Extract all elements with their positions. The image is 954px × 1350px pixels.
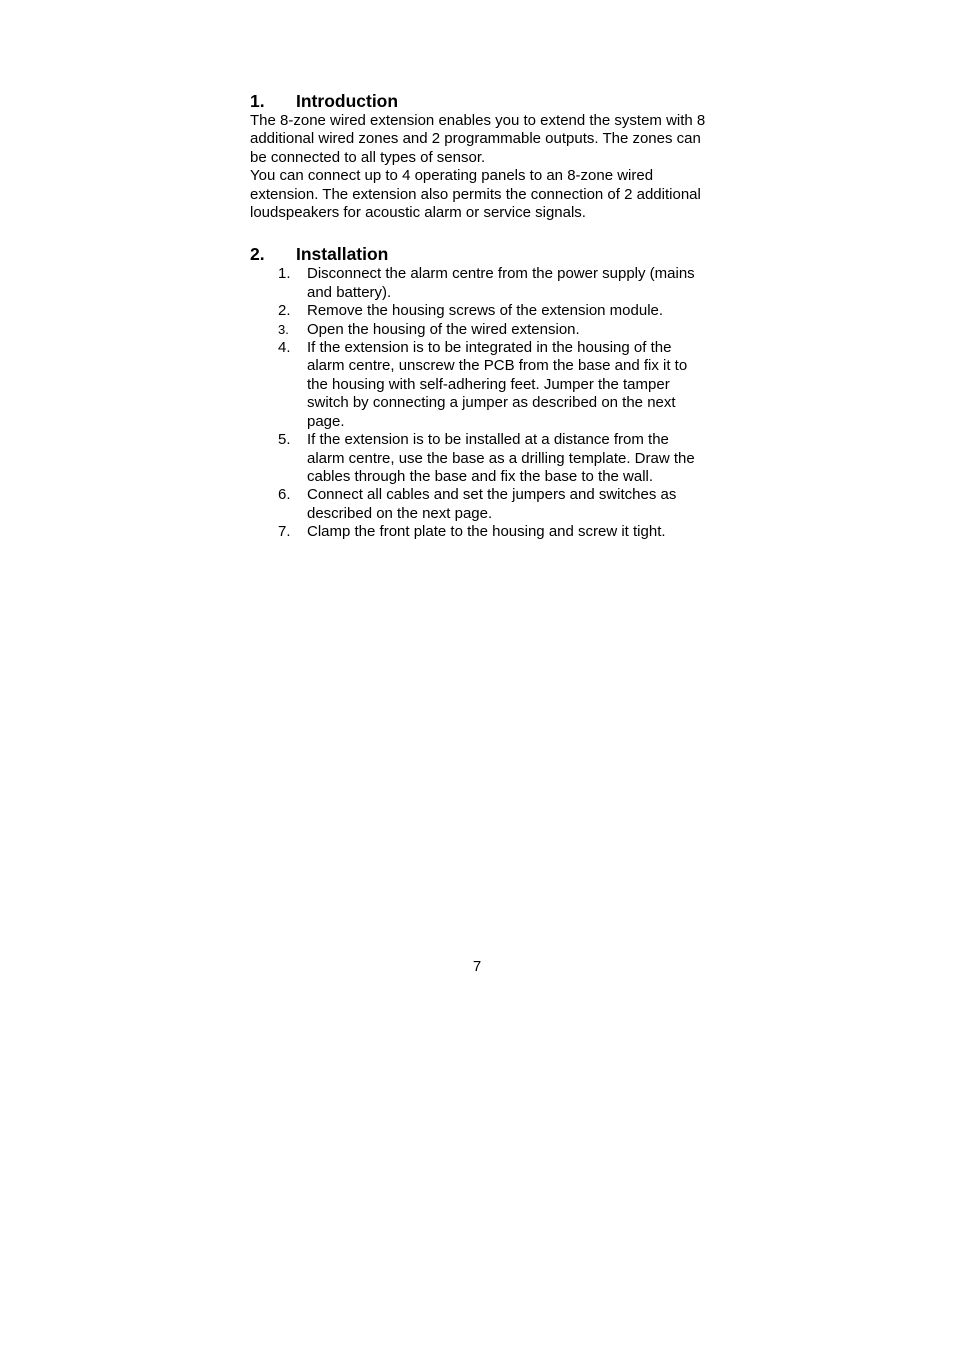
list-item [250,486,710,523]
step-text: Disconnect the alarm centre from the power supply (mains and battery). [307,265,695,301]
section-title: Introduction [296,91,399,111]
intro-paragraph: The 8-zone wired extension enables you to extend the system with 8 additional wired zones and 2 programmable outputs. The zones can be connected to all types of sensor. [250,112,706,166]
section-heading-introduction [250,90,710,112]
list-item [250,339,710,431]
step-number: 4. [278,339,291,357]
page-content [250,90,710,542]
installation-steps-list [250,265,710,541]
step-text: If the extension is to be integrated in the housing of the alarm centre, unscrew the PCB from the base and fix it to the housing with self-adhering feet. Jumper the tamper switch by connecting a jumper as described on the next page. [307,339,688,430]
step-number: 6. [278,486,291,504]
step-text: Remove the housing screws of the extension module. [307,302,664,320]
step-number: 1. [278,265,291,283]
list-item [250,265,710,302]
section-number: 1. [250,91,265,111]
page-number: 7 [472,958,482,975]
step-number: 5. [278,431,291,449]
list-item [250,431,710,486]
step-number: 2. [278,302,291,320]
list-item [250,302,710,320]
step-text: Open the housing of the wired extension. [307,320,580,338]
list-item [250,321,710,339]
intro-paragraph: You can connect up to 4 operating panels to an 8-zone wired extension. The extension also permits the connection of 2 additional loudspeakers for acoustic alarm or service signals. [250,167,701,222]
step-text: If the extension is to be installed at a distance from the alarm centre, use the base as a drilling template. Draw the cables through the base and fix the base to the wall. [307,431,695,485]
list-item [250,523,710,541]
section-introduction [250,90,710,222]
step-number: 3. [278,321,289,337]
section-heading-installation [250,243,710,265]
step-number: 7. [278,523,291,541]
section-number: 2. [250,244,265,265]
section-title: Installation [296,244,389,265]
step-text: Connect all cables and set the jumpers and switches as described on the next page. [307,486,677,522]
section-installation [250,243,710,541]
step-text: Clamp the front plate to the housing and screw it tight. [307,523,666,541]
